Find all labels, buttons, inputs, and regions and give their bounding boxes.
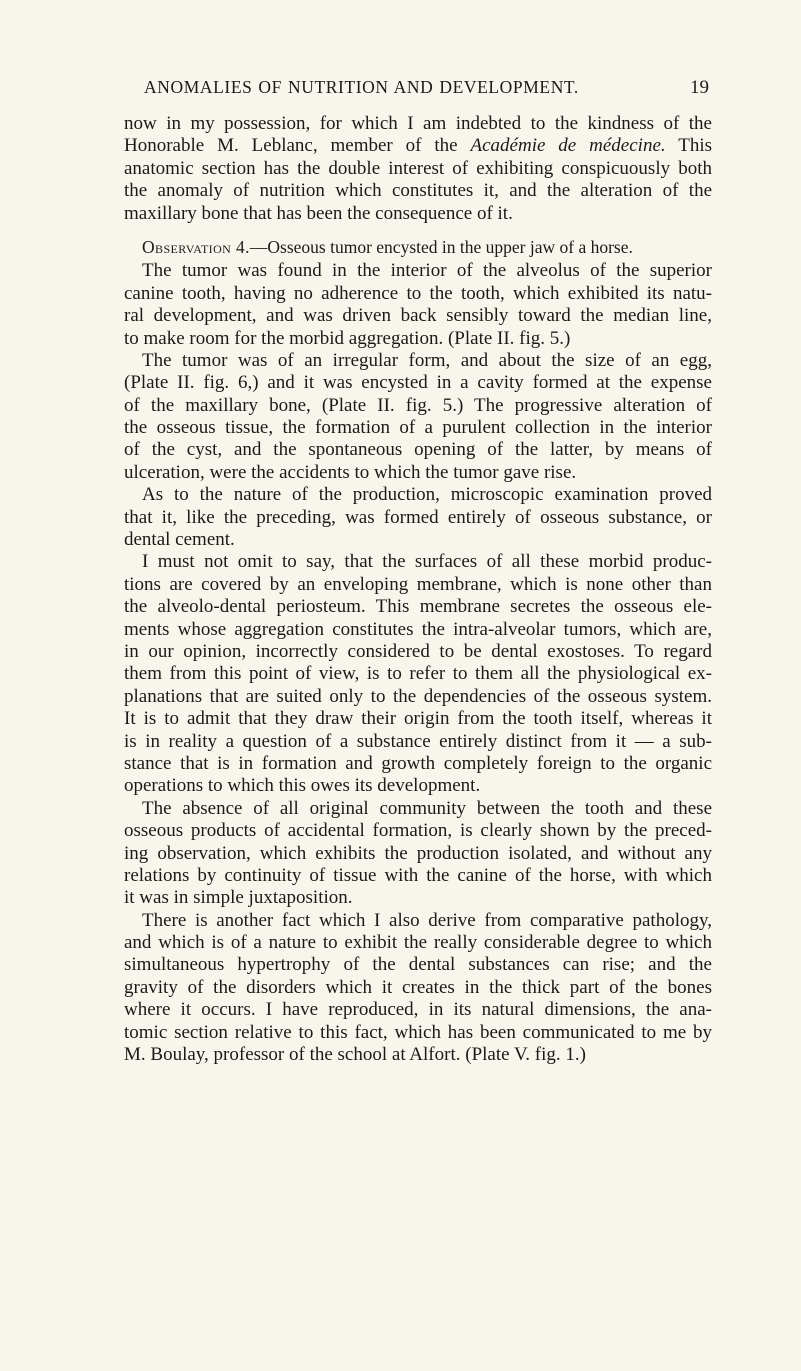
text-line: to make room for the morbid aggregation. (Plate II. fig. 5.) [124, 327, 571, 349]
text-line: anatomic section has the double interest of exhibiting conspicuously both [124, 157, 712, 179]
text-line: them from this point of view, is to refer to them all the physiological ex- [124, 663, 712, 685]
text-line: ments whose aggregation constitutes the intra-alveolar tumors, which are, [124, 618, 712, 640]
text-line: simultaneous hypertrophy of the dental substances can rise; and the [124, 954, 712, 976]
text-line: The tumor was found in the interior of the alveolus of the superior [142, 260, 712, 282]
running-header [124, 77, 709, 103]
text-line: stance that is in formation and growth completely foreign to the organic [124, 752, 712, 774]
text-line: the alveolo-dental periosteum. This membrane secretes the osseous ele- [124, 596, 712, 618]
text-line: relations by continuity of tissue with the canine of the horse, with which [124, 864, 712, 886]
paragraph-gap [124, 225, 712, 236]
text-line: ing observation, which exhibits the production isolated, and without any [124, 842, 712, 864]
text-line: now in my possession, for which I am indebted to the kindness of the [124, 113, 712, 134]
text-line: M. Boulay, professor of the school at Alfort. (Plate V. fig. 1.) [124, 1044, 586, 1066]
text-line: The tumor was of an irregular form, and about the size of an egg, [142, 349, 712, 371]
observation-title: —Osseous tumor encysted in the upper jaw of a horse. [249, 236, 633, 257]
body-text [124, 113, 712, 1066]
text-line: is in reality a question of a substance entirely distinct from it — a sub- [124, 730, 712, 752]
text-line: it was in simple juxtaposition. [124, 887, 353, 909]
text-line: It is to admit that they draw their origin from the tooth itself, whereas it [124, 708, 712, 730]
text-line: ral development, and was driven back sensibly toward the median line, [124, 305, 712, 327]
text-line: tomic section relative to this fact, which has been communicated to me by [124, 1021, 712, 1043]
page-number: 19 [690, 77, 709, 98]
observation-label: Observation 4. [142, 236, 250, 257]
text-line: and which is of a nature to exhibit the really considerable degree to which [124, 932, 712, 954]
italic-title: Académie de médecine. [470, 135, 666, 157]
text-line: maxillary bone that has been the consequence of it. [124, 202, 513, 224]
observation-heading [124, 236, 712, 258]
text-fragment: This [678, 135, 712, 157]
text-line: of the cyst, and the spontaneous opening of the latter, by means of [124, 439, 712, 461]
text-line: in our opinion, incorrectly considered to be dental exostoses. To regard [124, 640, 712, 662]
text-line [124, 135, 712, 157]
text-line: gravity of the disorders which it creates in the thick part of the bones [124, 976, 712, 998]
text-line: tions are covered by an enveloping membrane, which is none other than [124, 573, 712, 595]
text-line: dental cement. [124, 529, 235, 551]
text-line: (Plate II. fig. 6,) and it was encysted in a cavity formed at the expense [124, 372, 712, 394]
text-line: There is another fact which I also derive from comparative pathology, [142, 909, 712, 931]
text-line: I must not omit to say, that the surfaces of all these morbid produc- [142, 551, 712, 573]
text-line: canine tooth, having no adherence to the tooth, which exhibited its natu- [124, 282, 712, 304]
text-line: that it, like the preceding, was formed entirely of osseous substance, or [124, 506, 712, 528]
text-line: The absence of all original community between the tooth and these [142, 797, 712, 819]
text-line: ulceration, were the accidents to which the tumor gave rise. [124, 461, 577, 483]
text-fragment: Honorable M. Leblanc, member of the [124, 135, 458, 157]
text-line: As to the nature of the production, microscopic examination proved [142, 484, 712, 506]
text-line: where it occurs. I have reproduced, in its natural dimensions, the ana- [124, 999, 712, 1021]
text-line: the osseous tissue, the formation of a purulent collection in the interior [124, 417, 712, 439]
text-line: operations to which this owes its development. [124, 775, 481, 797]
text-line: the anomaly of nutrition which constitutes it, and the alteration of the [124, 180, 712, 202]
text-line: of the maxillary bone, (Plate II. fig. 5.) The progressive alteration of [124, 394, 712, 416]
running-title: ANOMALIES OF NUTRITION AND DEVELOPMENT. [144, 77, 579, 97]
text-line: osseous products of accidental formation, is clearly shown by the preced- [124, 820, 712, 842]
text-line: planations that are suited only to the dependencies of the osseous system. [124, 685, 712, 707]
